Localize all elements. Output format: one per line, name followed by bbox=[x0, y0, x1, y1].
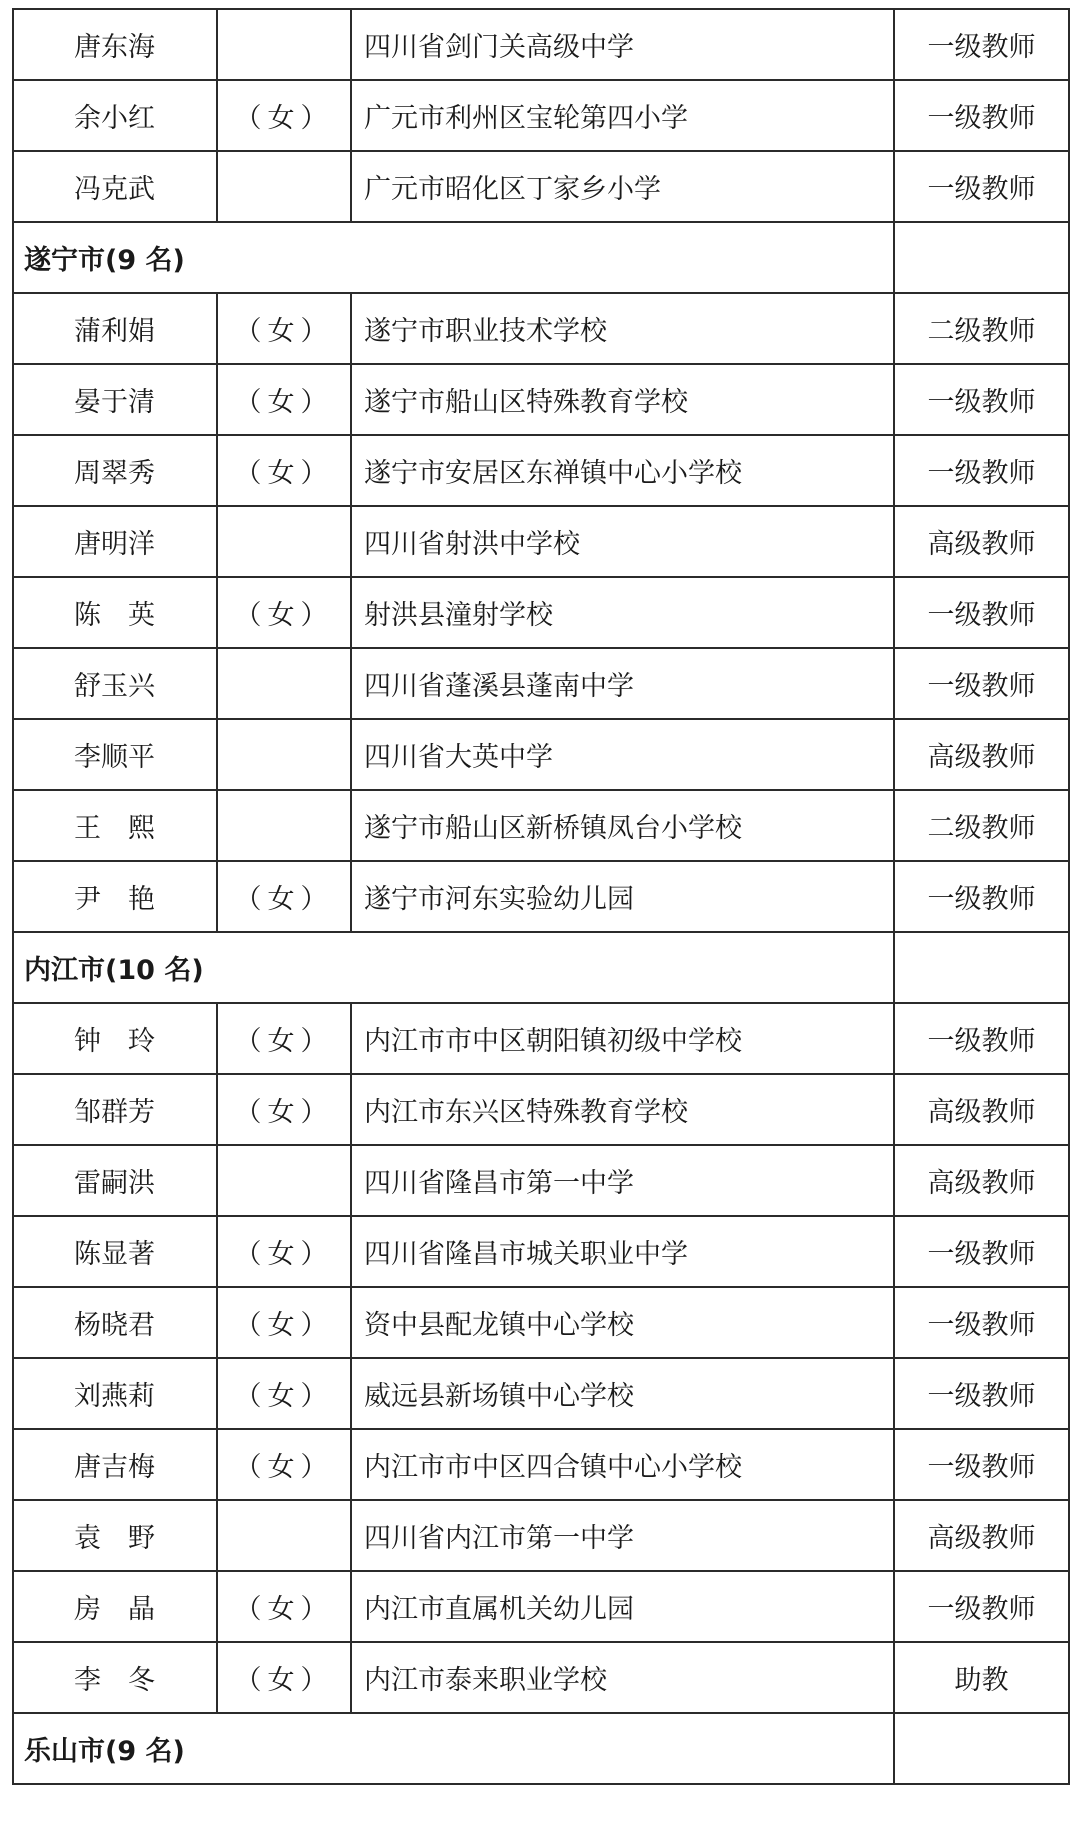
teacher-name-cell: 袁 野 bbox=[13, 1500, 217, 1571]
teacher-row bbox=[13, 80, 1069, 151]
gender-cell: （女） bbox=[217, 80, 351, 151]
teacher-row bbox=[13, 435, 1069, 506]
title-cell: 一级教师 bbox=[894, 648, 1069, 719]
section-header-row bbox=[13, 222, 1069, 293]
teacher-row bbox=[13, 1500, 1069, 1571]
teacher-list-table bbox=[12, 8, 1070, 1785]
teacher-row bbox=[13, 1358, 1069, 1429]
section-label: 遂宁市(9 名) bbox=[13, 222, 894, 293]
title-cell: 一级教师 bbox=[894, 1216, 1069, 1287]
gender-cell bbox=[217, 790, 351, 861]
gender-cell: （女） bbox=[217, 1358, 351, 1429]
title-cell: 一级教师 bbox=[894, 151, 1069, 222]
school-cell: 遂宁市船山区新桥镇凤台小学校 bbox=[351, 790, 894, 861]
teacher-name-cell: 李 冬 bbox=[13, 1642, 217, 1713]
gender-cell: （女） bbox=[217, 1216, 351, 1287]
teacher-name-cell: 尹 艳 bbox=[13, 861, 217, 932]
school-cell: 遂宁市职业技术学校 bbox=[351, 293, 894, 364]
title-cell: 高级教师 bbox=[894, 719, 1069, 790]
title-cell: 一级教师 bbox=[894, 1003, 1069, 1074]
gender-cell: （女） bbox=[217, 861, 351, 932]
teacher-name-cell: 冯克武 bbox=[13, 151, 217, 222]
teacher-row bbox=[13, 364, 1069, 435]
gender-cell bbox=[217, 719, 351, 790]
teacher-row bbox=[13, 577, 1069, 648]
school-cell: 四川省隆昌市城关职业中学 bbox=[351, 1216, 894, 1287]
gender-cell: （女） bbox=[217, 1074, 351, 1145]
school-cell: 内江市直属机关幼儿园 bbox=[351, 1571, 894, 1642]
gender-cell: （女） bbox=[217, 1003, 351, 1074]
teacher-row bbox=[13, 1571, 1069, 1642]
school-cell: 内江市东兴区特殊教育学校 bbox=[351, 1074, 894, 1145]
section-header-row bbox=[13, 1713, 1069, 1784]
teacher-name-cell: 王 熙 bbox=[13, 790, 217, 861]
teacher-name-cell: 舒玉兴 bbox=[13, 648, 217, 719]
school-cell: 威远县新场镇中心学校 bbox=[351, 1358, 894, 1429]
section-label: 内江市(10 名) bbox=[13, 932, 894, 1003]
teacher-row bbox=[13, 1287, 1069, 1358]
school-cell: 四川省射洪中学校 bbox=[351, 506, 894, 577]
teacher-name-cell: 周翠秀 bbox=[13, 435, 217, 506]
gender-cell bbox=[217, 648, 351, 719]
title-cell: 高级教师 bbox=[894, 1500, 1069, 1571]
school-cell: 四川省内江市第一中学 bbox=[351, 1500, 894, 1571]
teacher-row bbox=[13, 861, 1069, 932]
gender-cell: （女） bbox=[217, 1287, 351, 1358]
teacher-row bbox=[13, 1145, 1069, 1216]
teacher-name-cell: 陈显著 bbox=[13, 1216, 217, 1287]
teacher-name-cell: 刘燕莉 bbox=[13, 1358, 217, 1429]
gender-cell: （女） bbox=[217, 293, 351, 364]
teacher-row bbox=[13, 151, 1069, 222]
teacher-name-cell: 唐东海 bbox=[13, 9, 217, 80]
school-cell: 遂宁市安居区东禅镇中心小学校 bbox=[351, 435, 894, 506]
gender-cell: （女） bbox=[217, 1429, 351, 1500]
title-cell: 一级教师 bbox=[894, 577, 1069, 648]
school-cell: 资中县配龙镇中心学校 bbox=[351, 1287, 894, 1358]
teacher-row bbox=[13, 719, 1069, 790]
gender-cell: （女） bbox=[217, 364, 351, 435]
gender-cell: （女） bbox=[217, 1642, 351, 1713]
gender-cell bbox=[217, 506, 351, 577]
teacher-row bbox=[13, 1003, 1069, 1074]
title-cell: 高级教师 bbox=[894, 506, 1069, 577]
teacher-name-cell: 余小红 bbox=[13, 80, 217, 151]
title-cell: 一级教师 bbox=[894, 364, 1069, 435]
gender-cell: （女） bbox=[217, 577, 351, 648]
teacher-row bbox=[13, 1074, 1069, 1145]
title-cell: 一级教师 bbox=[894, 1429, 1069, 1500]
teacher-row bbox=[13, 648, 1069, 719]
teacher-row bbox=[13, 1642, 1069, 1713]
title-cell: 一级教师 bbox=[894, 1358, 1069, 1429]
school-cell: 四川省大英中学 bbox=[351, 719, 894, 790]
school-cell: 内江市泰来职业学校 bbox=[351, 1642, 894, 1713]
gender-cell: （女） bbox=[217, 1571, 351, 1642]
school-cell: 广元市昭化区丁家乡小学 bbox=[351, 151, 894, 222]
teacher-name-cell: 房 晶 bbox=[13, 1571, 217, 1642]
teacher-row bbox=[13, 293, 1069, 364]
school-cell: 四川省蓬溪县蓬南中学 bbox=[351, 648, 894, 719]
title-cell: 二级教师 bbox=[894, 293, 1069, 364]
school-cell: 射洪县潼射学校 bbox=[351, 577, 894, 648]
teacher-row bbox=[13, 790, 1069, 861]
section-empty-cell bbox=[894, 222, 1069, 293]
gender-cell bbox=[217, 1500, 351, 1571]
school-cell: 四川省隆昌市第一中学 bbox=[351, 1145, 894, 1216]
title-cell: 一级教师 bbox=[894, 80, 1069, 151]
title-cell: 二级教师 bbox=[894, 790, 1069, 861]
section-empty-cell bbox=[894, 1713, 1069, 1784]
teacher-name-cell: 钟 玲 bbox=[13, 1003, 217, 1074]
title-cell: 一级教师 bbox=[894, 1287, 1069, 1358]
title-cell: 高级教师 bbox=[894, 1145, 1069, 1216]
school-cell: 内江市市中区四合镇中心小学校 bbox=[351, 1429, 894, 1500]
teacher-row bbox=[13, 1429, 1069, 1500]
gender-cell bbox=[217, 9, 351, 80]
school-cell: 四川省剑门关高级中学 bbox=[351, 9, 894, 80]
teacher-name-cell: 杨晓君 bbox=[13, 1287, 217, 1358]
teacher-name-cell: 唐明洋 bbox=[13, 506, 217, 577]
school-cell: 遂宁市船山区特殊教育学校 bbox=[351, 364, 894, 435]
title-cell: 一级教师 bbox=[894, 861, 1069, 932]
teacher-row bbox=[13, 9, 1069, 80]
teacher-name-cell: 唐吉梅 bbox=[13, 1429, 217, 1500]
title-cell: 一级教师 bbox=[894, 9, 1069, 80]
section-header-row bbox=[13, 932, 1069, 1003]
title-cell: 一级教师 bbox=[894, 435, 1069, 506]
teacher-name-cell: 陈 英 bbox=[13, 577, 217, 648]
section-label: 乐山市(9 名) bbox=[13, 1713, 894, 1784]
title-cell: 一级教师 bbox=[894, 1571, 1069, 1642]
gender-cell bbox=[217, 1145, 351, 1216]
school-cell: 内江市市中区朝阳镇初级中学校 bbox=[351, 1003, 894, 1074]
teacher-list-document bbox=[12, 8, 1068, 1785]
teacher-name-cell: 蒲利娟 bbox=[13, 293, 217, 364]
title-cell: 助教 bbox=[894, 1642, 1069, 1713]
teacher-row bbox=[13, 1216, 1069, 1287]
teacher-name-cell: 李顺平 bbox=[13, 719, 217, 790]
teacher-name-cell: 雷嗣洪 bbox=[13, 1145, 217, 1216]
school-cell: 遂宁市河东实验幼儿园 bbox=[351, 861, 894, 932]
teacher-name-cell: 晏于清 bbox=[13, 364, 217, 435]
teacher-row bbox=[13, 506, 1069, 577]
title-cell: 高级教师 bbox=[894, 1074, 1069, 1145]
section-empty-cell bbox=[894, 932, 1069, 1003]
gender-cell: （女） bbox=[217, 435, 351, 506]
gender-cell bbox=[217, 151, 351, 222]
teacher-name-cell: 邹群芳 bbox=[13, 1074, 217, 1145]
table-body bbox=[13, 9, 1069, 1784]
school-cell: 广元市利州区宝轮第四小学 bbox=[351, 80, 894, 151]
